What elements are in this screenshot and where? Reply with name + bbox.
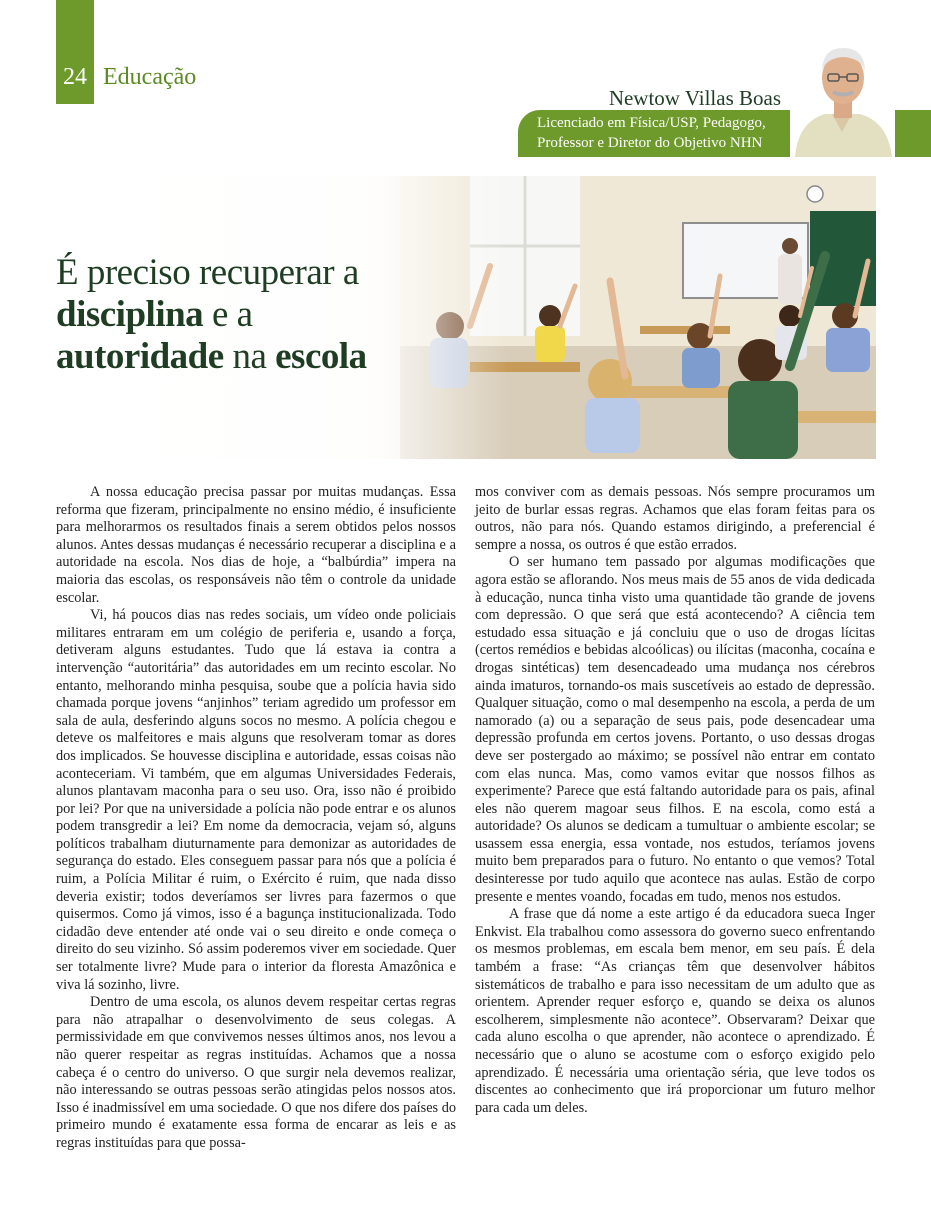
- paragraph: mos conviver com as demais pessoas. Nós sempre procuramos um jeito de burlar essas regras. Achamos que elas foram feitas para os outros, não para nós. Quando estamos dirigindo, a preferencial é sempre a nossa, os outros é que estão errados.: [475, 484, 875, 553]
- title-part: É preciso recuperar a: [56, 252, 359, 293]
- paragraph: O ser humano tem passado por algumas modificações que agora estão se aflorando. Nos meus mais de 55 anos de vida dedicada à educação, nunca tinha visto uma quantidade tão grande de jovens com depressão. O que será que está acontecendo? A ciência tem estudado essa situação e já concluiu que o uso de drogas lícitas (certos remédios e bebidas alcoólicas) ou ilícitas (maconha, cocaína e drogas sintéticas) tem desencadeado uma mudança nos cérebros ainda imaturos, tornando-os mais suscetíveis ao estado de depressão. Qualquer situação, como o mal desempenho na escola, a perda de um namorado (a) ou a separação de seus pais, pode desencadear uma depressão profunda em certos jovens. Portanto, o uso dessas drogas deve ser postergado ao máximo; se possível não entrar em contato com elas nunca. Mas, como vamos evitar que nossos filhos as experimente? Parece que está faltando autoridade para os pais, afinal eles não querem magoar seus filhos. E na escola, como está a autoridade? Os alunos se dedicam a tumultuar o ambiente escolar; se usassem essa energia, essa vontade, nos estudos, teríamos jovens muito bem preparados para o futuro. No entanto o que vemos? Total desinteresse por tudo aquilo que acontece nas aulas. Estão de corpo presente e mentes voando, focadas em tudo, menos nos estudos.: [475, 554, 875, 905]
- author-portrait-illustration: [790, 40, 895, 157]
- article-column-left: [56, 484, 456, 1153]
- author-name: Newtow Villas Boas: [608, 86, 781, 110]
- author-credentials-line: Licenciado em Física/USP, Pedagogo,: [537, 115, 766, 131]
- article-column-right: [475, 484, 875, 1117]
- title-part: na: [223, 336, 276, 377]
- paragraph: A frase que dá nome a este artigo é da educadora sueca Inger Enkvist. Ela trabalhou como assessora do governo sueco enfrentando os mesmos problemas, em escala bem menor, em seu país. É dela também a frase: “As crianças têm que desenvolver hábitos sistemáticos de trabalho e para isso necessitam de um adulto que as orientem. Aprender requer esforço e, quando se deixa os alunos escolherem, simplesmente não acontece”. Observaram? Deixar que cada aluno escolha o que aprender, não acontece o aprendizado. É necessário que o aluno se acostume com o esforço exigido pelo aprendizado. É necessária uma orientação séria, que leve todos os discentes ao conhecimento que irá proporcionar um futuro melhor para cada um deles.: [475, 906, 875, 1116]
- paragraph: Dentro de uma escola, os alunos devem respeitar certas regras para não atrapalhar o desenvolvimento de seus colegas. A permissividade em que convivemos nesses últimos anos, nos levou a não querer respeitar as regras instituídas. Achamos que a nossa cabeça é o centro do universo. O que surgir nela devemos realizar, não interessando se outras pessoas serão atingidas pelos nossos atos. Isso é inadmissível em uma sociedade. O que nos difere dos países do primeiro mundo é exatamente essa forma de encarar as leis e as regras instituídas para que possa-: [56, 994, 456, 1151]
- paragraph: A nossa educação precisa passar por muitas mudanças. Essa reforma que fizeram, principalmente no ensino médio, é insuficiente para melhorarmos os resultados finais a serem obtidos pelos nossos alunos. Antes dessas mudanças é necessário recuperar a disciplina e a autoridade na escola. Nos dias de hoje, a “balbúrdia” impera na maioria das escolas, os responsáveis não têm o controle da unidade escolar.: [56, 484, 456, 606]
- section-title: Educação: [103, 64, 197, 90]
- title-emphasis: escola: [275, 336, 367, 377]
- title-emphasis: autoridade: [56, 336, 224, 377]
- author-credentials: [537, 113, 787, 153]
- author-credentials-line: Professor e Diretor do Objetivo NHN: [537, 135, 763, 151]
- paragraph: Vi, há poucos dias nas redes sociais, um vídeo onde policiais militares entraram em um colégio de periferia e, usando a força, detiveram alguns estudantes. Tudo que lá estava ia contra a intervenção “autoritária” das autoridades em um recinto escolar. No entanto, melhorando minha pesquisa, soube que a polícia havia sido chamada porque jovens “anjinhos” teriam agredido um professor em sala de aula, desferindo alguns socos no mesmo. A polícia chegou e deteve os malfeitores e mais alguns que resolveram tomar as dores dos implicados. Se houvesse disciplina e autoridade, essas coisas não aconteceriam. Vi também, que em algumas Universidades Federais, alunos plantavam maconha para o seu uso. Ora, isso não é proibido por lei? Por que na universidade a polícia não pode entrar e os alunos podem transgredir a lei? Em nome da democracia, vejam só, alguns políticos trabalham diuturnamente para demonizar as autoridades de segurança do estado. Eles conseguem passar para nós que a polícia é ruim, a Polícia Militar é ruim, o Exército é ruim, que nada disso deveria existir; todos deveríamos ser livres para fazermos o que quisermos. Como já vimos, isso é a bagunça institucionalizada. Todo cidadão deve entender até onde vai o seu direito e onde começa o direito do seu vizinho. Só assim poderemos viver em sociedade. Quer ser totalmente livre? Mude para o interior da floresta Amazônica e viva lá sozinho, livre.: [56, 607, 456, 993]
- author-photo: [790, 40, 895, 157]
- article-title: [56, 252, 367, 378]
- title-part: e a: [203, 294, 253, 335]
- title-emphasis: disciplina: [56, 294, 204, 335]
- page-number: 24: [63, 64, 87, 90]
